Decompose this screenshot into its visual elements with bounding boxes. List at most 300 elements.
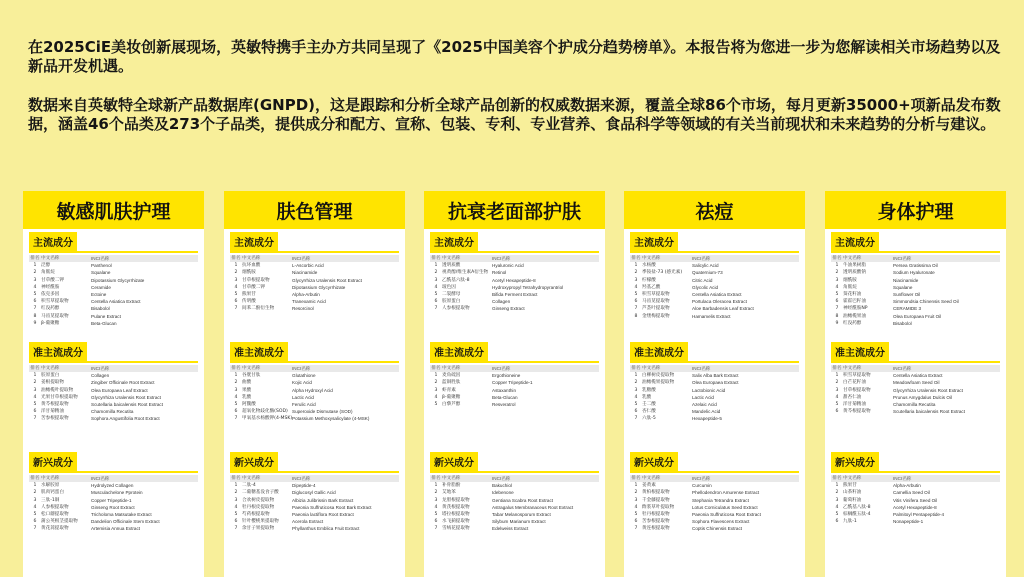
rank-cell: 6 (634, 409, 638, 415)
rank-cell: 5 (634, 292, 638, 298)
section-divider (831, 471, 1000, 473)
col-cn-name-header: 中文名称 (442, 476, 461, 481)
rank-cell: 3 (634, 497, 638, 503)
rank-cell: 3 (234, 387, 238, 393)
rank-cell: 3 (33, 277, 37, 283)
table-header-row (430, 255, 599, 262)
category-cards (23, 191, 1003, 577)
rank-cell: 7 (634, 416, 638, 422)
inci-name-cell: Hyaluronic Acid (492, 263, 524, 269)
cn-name-cell: 葡萄籽油 (843, 497, 862, 503)
table-row (230, 387, 399, 394)
inci-name-cell: Niacinamide (893, 277, 919, 283)
ingredient-section (23, 339, 204, 423)
inci-name-cell: Musculachelone Pprotein (91, 490, 143, 496)
inci-name-cell: Astaxanthin (492, 387, 517, 393)
rank-cell: 4 (33, 394, 37, 400)
ingredient-table (831, 475, 1000, 525)
table-row (29, 401, 198, 408)
cn-name-cell: 金缕梅提取物 (642, 313, 670, 319)
table-row (430, 269, 599, 276)
cn-name-cell: 油橄榄叶提取物 (41, 387, 74, 393)
section-label: 准主流成分 (230, 342, 288, 361)
card-title: 敏感肌肤护理 (23, 191, 204, 229)
inci-name-cell: Curcumin (692, 483, 712, 489)
cn-name-cell: 苦参根提取物 (642, 519, 670, 525)
inci-name-cell: Chamomilla Recutita (91, 409, 134, 415)
table-row (430, 305, 599, 312)
table-row (630, 269, 799, 276)
table-row (831, 277, 1000, 284)
inci-name-cell: Pulane Extract (91, 313, 121, 319)
rank-cell: 7 (234, 526, 238, 532)
rank-cell: 1 (835, 373, 839, 379)
ingredient-section (825, 229, 1006, 327)
col-inci-header: INCI名称 (492, 256, 511, 261)
rank-cell: 1 (33, 263, 37, 269)
cn-name-cell: 马齿苋提取物 (642, 299, 670, 305)
cn-name-cell: 谷胱甘肽 (242, 373, 261, 379)
cn-name-cell: 视黄醇/维生素A衍生物 (442, 270, 489, 276)
inci-name-cell: Phellodendron Amurense Extract (692, 490, 760, 496)
card-title: 抗衰老面部护肤 (424, 191, 605, 229)
ingredient-table (29, 365, 198, 423)
table-row (430, 298, 599, 305)
cn-name-cell: 间苯二酚衍生物 (242, 306, 275, 312)
rank-cell: 2 (835, 490, 839, 496)
rank-cell: 2 (634, 380, 638, 386)
category-card (825, 191, 1006, 577)
section-label: 主流成分 (29, 232, 77, 251)
rank-cell: 5 (234, 512, 238, 518)
inci-name-cell: Camellia Seed Oil (893, 490, 930, 496)
section-divider (430, 361, 599, 363)
col-cn-name-header: 中文名称 (642, 476, 661, 481)
cn-name-cell: 积雪草提取物 (41, 299, 69, 305)
inci-name-cell: Edelweiss Extract (492, 526, 529, 532)
rank-cell: 2 (33, 380, 37, 386)
rank-cell: 4 (634, 394, 638, 400)
inci-name-cell: Palmitoyl Pentapeptide-4 (893, 512, 945, 518)
table-row (430, 372, 599, 379)
inci-name-cell: Beta-Glucan (91, 320, 117, 326)
cn-name-cell: 玻色因 (442, 284, 456, 290)
cn-name-cell: 超氧化物歧化酶(SOD) (242, 409, 288, 415)
table-row (230, 489, 399, 496)
table-row (29, 313, 198, 320)
col-inci-header: INCI名称 (91, 476, 110, 481)
table-row (29, 497, 198, 504)
section-divider (430, 251, 599, 253)
card-title: 祛痘 (624, 191, 805, 229)
cn-name-cell: 葵花籽油 (843, 292, 862, 298)
rank-cell: 5 (634, 402, 638, 408)
table-row (430, 504, 599, 511)
table-row (230, 277, 399, 284)
inci-name-cell: Glycyrrhiza Uralensis Root Extract (91, 394, 161, 400)
cn-name-cell: 合欢树皮提取物 (242, 497, 275, 503)
cn-name-cell: 烟酰胺 (242, 270, 256, 276)
rank-cell: 3 (434, 387, 438, 393)
cn-name-cell: 松口蘑提取物 (41, 512, 69, 518)
rank-cell: 9 (33, 320, 37, 326)
table-row (230, 482, 399, 489)
table-row (230, 415, 399, 422)
table-row (630, 518, 799, 525)
rank-cell: 1 (33, 373, 37, 379)
cn-name-cell: 甘草根提取物 (242, 277, 270, 283)
ingredient-section (424, 229, 605, 313)
table-header-row (29, 255, 198, 262)
inci-name-cell: Glycyrrhiza Uralensis Root Extract (292, 277, 362, 283)
section-label: 准主流成分 (29, 342, 87, 361)
cn-name-cell: β-葡聚糖 (41, 320, 60, 326)
cn-name-cell: 油橄榄果提取物 (642, 380, 675, 386)
rank-cell: 2 (835, 270, 839, 276)
table-row (831, 387, 1000, 394)
table-row (230, 305, 399, 312)
table-row (29, 489, 198, 496)
table-row (29, 511, 198, 518)
table-row (430, 262, 599, 269)
cn-name-cell: 角鲨烷 (843, 284, 857, 290)
ingredient-section (424, 339, 605, 408)
col-rank-header: 排名 (431, 476, 441, 481)
rank-cell: 5 (33, 512, 37, 518)
rank-cell: 3 (434, 277, 438, 283)
cn-name-cell: 人参根提取物 (442, 306, 470, 312)
inci-name-cell: Olea Europaea Leaf Extract (91, 387, 148, 393)
cn-name-cell: 雪绒花提取物 (442, 526, 470, 532)
table-row (29, 320, 198, 327)
rank-cell: 2 (835, 380, 839, 386)
inci-name-cell: Hydrolyzed Collagen (91, 483, 134, 489)
ingredient-section (825, 339, 1006, 415)
ingredient-table (230, 365, 399, 423)
section-label: 新兴成分 (230, 452, 278, 471)
ingredient-table (29, 255, 198, 327)
table-row (430, 518, 599, 525)
cn-name-cell: 余甘子果提取物 (242, 526, 275, 532)
table-row (630, 313, 799, 320)
inci-name-cell: Glycolic Acid (692, 284, 719, 290)
inci-name-cell: Lotus Corniculatus Seed Extract (692, 504, 758, 510)
col-cn-name-header: 中文名称 (843, 476, 862, 481)
ingredient-section (23, 449, 204, 533)
rank-cell: 3 (835, 387, 839, 393)
rank-cell: 6 (634, 299, 638, 305)
cn-name-cell: 水解胶原 (41, 483, 60, 489)
section-divider (831, 361, 1000, 363)
ingredient-table (230, 475, 399, 533)
rank-cell: 4 (835, 394, 839, 400)
inci-name-cell: Tricholoma Matsutake Extract (91, 512, 152, 518)
ingredient-table (230, 255, 399, 313)
ingredient-section (624, 339, 805, 423)
inci-name-cell: Salix Alba Bark Extract (692, 373, 739, 379)
table-row (831, 372, 1000, 379)
inci-name-cell: Resorcinol (292, 306, 314, 312)
col-inci-header: INCI名称 (91, 366, 110, 371)
col-inci-header: INCI名称 (292, 256, 311, 261)
inci-name-cell: Ginseng Root Extract (91, 504, 135, 510)
inci-name-cell: Sunflower Oil (893, 292, 921, 298)
rank-cell: 7 (33, 526, 37, 532)
table-header-row (630, 365, 799, 372)
table-row (29, 387, 198, 394)
cn-name-cell: 杏仁酸 (642, 409, 656, 415)
inci-name-cell: Panthenol (91, 263, 112, 269)
col-cn-name-header: 中文名称 (843, 366, 862, 371)
cn-name-cell: 乙酰基八肽-8 (843, 504, 871, 510)
intro-text (28, 38, 1003, 154)
table-row (430, 489, 599, 496)
rank-cell: 2 (434, 380, 438, 386)
cn-name-cell: 甘草酸二钾 (41, 277, 64, 283)
section-divider (230, 471, 399, 473)
rank-cell: 7 (434, 306, 438, 312)
inci-name-cell: Paeonia lactiflora Root Extract (292, 512, 354, 518)
cn-name-cell: 甘草根提取物 (843, 387, 871, 393)
inci-name-cell: Tranexamic Acid (292, 299, 326, 305)
cn-name-cell: 水杨酸 (642, 263, 656, 269)
inci-name-cell: Scutellaria baicalensis Root Extract (91, 402, 164, 408)
col-inci-header: INCI名称 (292, 366, 311, 371)
table-row (430, 284, 599, 291)
table-row (230, 269, 399, 276)
col-rank-header: 排名 (631, 366, 641, 371)
rank-cell: 5 (835, 512, 839, 518)
inci-name-cell: Dipotassium Glycyrrhizate (91, 277, 145, 283)
col-rank-header: 排名 (231, 256, 241, 261)
inci-name-cell: Retinol (492, 270, 507, 276)
inci-name-cell: Collagen (492, 299, 511, 305)
ingredient-table (831, 255, 1000, 327)
inci-name-cell: Ceramide (91, 284, 111, 290)
category-card (23, 191, 204, 577)
col-cn-name-header: 中文名称 (242, 366, 261, 371)
ingredient-table (630, 255, 799, 320)
table-row (29, 394, 198, 401)
rank-cell: 6 (434, 299, 438, 305)
ingredient-table (630, 475, 799, 533)
section-divider (230, 251, 399, 253)
inci-name-cell: Niacinamide (292, 270, 318, 276)
category-card (224, 191, 405, 577)
rank-cell: 6 (835, 299, 839, 305)
table-row (29, 372, 198, 379)
section-label: 新兴成分 (831, 452, 879, 471)
rank-cell: 1 (634, 263, 638, 269)
cn-name-cell: 二肽-4 (242, 483, 256, 489)
col-inci-header: INCI名称 (492, 366, 511, 371)
col-inci-header: INCI名称 (893, 366, 912, 371)
inci-name-cell: Kojic Acid (292, 380, 312, 386)
ingredient-table (630, 365, 799, 423)
inci-name-cell: Beta-Glucan (492, 394, 518, 400)
table-row (230, 518, 399, 525)
inci-name-cell: Diglucosyl Gallic Acid (292, 490, 336, 496)
table-row (831, 298, 1000, 305)
section-divider (29, 361, 198, 363)
ingredient-section (624, 229, 805, 320)
ingredient-section (224, 229, 405, 313)
rank-cell: 9 (835, 320, 839, 326)
inci-name-cell: Sophora Angustifolia Root Extract (91, 416, 160, 422)
cn-name-cell: 季铵盐-73 (感光素) (642, 270, 683, 276)
table-header-row (630, 475, 799, 482)
rank-cell: 2 (434, 490, 438, 496)
table-row (831, 408, 1000, 415)
inci-name-cell: Astragalus Membranaceus Root Extract (492, 504, 574, 510)
table-header-row (430, 475, 599, 482)
section-divider (430, 471, 599, 473)
inci-name-cell: Ergothioneine (492, 373, 521, 379)
table-row (430, 525, 599, 532)
rank-cell: 5 (835, 402, 839, 408)
ingredient-section (825, 449, 1006, 525)
table-header-row (230, 255, 399, 262)
cn-name-cell: 黄花蒿提取物 (41, 526, 69, 532)
inci-name-cell: Tabar Melanosporum Extract (492, 512, 551, 518)
rank-cell: 5 (434, 292, 438, 298)
cn-name-cell: 酢浆草叶提取物 (642, 504, 675, 510)
cn-name-cell: 蓝铜胜肽 (442, 380, 461, 386)
inci-name-cell: Copper Tripeptide-1 (91, 497, 132, 503)
inci-name-cell: Scutellaria baicalensis Root Extract (893, 409, 966, 415)
ingredient-table (831, 365, 1000, 415)
table-header-row (831, 255, 1000, 262)
cn-name-cell: 六肽-5 (642, 416, 656, 422)
rank-cell: 4 (33, 284, 37, 290)
table-row (230, 511, 399, 518)
col-rank-header: 排名 (431, 366, 441, 371)
inci-name-cell: Resveratrol (492, 402, 516, 408)
inci-name-cell: Paeonia Suffruticosa Root Extract (692, 512, 761, 518)
ingredient-section (224, 339, 405, 423)
col-cn-name-header: 中文名称 (642, 366, 661, 371)
inci-name-cell: Ferulic Acid (292, 402, 316, 408)
table-row (29, 284, 198, 291)
table-row (29, 525, 198, 532)
section-divider (230, 361, 399, 363)
rank-cell: 5 (434, 512, 438, 518)
inci-name-cell: Sodium Hyaluronate (893, 270, 935, 276)
table-row (230, 497, 399, 504)
cn-name-cell: 壬二酸 (642, 402, 656, 408)
table-header-row (430, 365, 599, 372)
col-inci-header: INCI名称 (91, 256, 110, 261)
table-row (430, 401, 599, 408)
inci-name-cell: Copper Tripeptide-1 (492, 380, 533, 386)
rank-cell: 3 (33, 497, 37, 503)
cn-name-cell: 姜黄素 (642, 483, 656, 489)
cn-name-cell: 姜根提取物 (41, 380, 64, 386)
inci-name-cell: Azelaic Acid (692, 402, 717, 408)
rank-cell: 1 (634, 373, 638, 379)
cn-name-cell: 阿魏酸 (242, 402, 256, 408)
cn-name-cell: 柠檬酸 (642, 277, 656, 283)
inci-name-cell: Glycyrrhiza Uralensis Root Extract (893, 387, 963, 393)
section-label: 主流成分 (230, 232, 278, 251)
rank-cell: 1 (434, 483, 438, 489)
cn-name-cell: 烟酰胺 (843, 277, 857, 283)
rank-cell: 6 (835, 519, 839, 525)
rank-cell: 3 (234, 497, 238, 503)
cn-name-cell: 黄连根提取物 (642, 526, 670, 532)
cn-name-cell: 乳酸 (242, 394, 252, 400)
rank-cell: 3 (234, 277, 238, 283)
rank-cell: 5 (634, 512, 638, 518)
table-row (831, 511, 1000, 518)
table-header-row (831, 475, 1000, 482)
col-rank-header: 排名 (231, 476, 241, 481)
rank-cell: 3 (33, 387, 37, 393)
rank-cell: 2 (634, 270, 638, 276)
rank-cell: 4 (234, 284, 238, 290)
inci-name-cell: Artemisia Annua Extract (91, 526, 141, 532)
cn-name-cell: 霍霍巴籽油 (843, 299, 866, 305)
rank-cell: 1 (835, 483, 839, 489)
inci-name-cell: Alpha-Arbutin (292, 292, 320, 298)
col-inci-header: INCI名称 (492, 476, 511, 481)
cn-name-cell: 果酸 (242, 387, 252, 393)
section-label: 主流成分 (430, 232, 478, 251)
cn-name-cell: β-葡聚糖 (442, 394, 461, 400)
rank-cell: 1 (234, 263, 238, 269)
table-row (831, 269, 1000, 276)
table-row (630, 482, 799, 489)
rank-cell: 7 (434, 526, 438, 532)
inci-name-cell: Lactobionic Acid (692, 387, 726, 393)
table-row (29, 415, 198, 422)
rank-cell: 3 (434, 497, 438, 503)
rank-cell: 3 (634, 387, 638, 393)
table-row (430, 277, 599, 284)
cn-name-cell: 熊果苷 (843, 483, 857, 489)
cn-name-cell: 油橄榄果油 (843, 313, 866, 319)
inci-name-cell: Hydroxypropyl Tetrahydropyrantriol (492, 284, 564, 290)
cn-name-cell: 艾地苯 (442, 490, 456, 496)
ingredient-table (430, 255, 599, 313)
inci-name-cell: Olea Europaea Extract (692, 380, 739, 386)
inci-name-cell: Potassium Methoxysalicylate (4-MSK) (292, 416, 370, 422)
inci-name-cell: Prunus Amygdalus Dulcis Oil (893, 394, 952, 400)
cn-name-cell: 苦参根提取物 (41, 416, 69, 422)
table-row (630, 497, 799, 504)
table-row (630, 372, 799, 379)
table-row (230, 401, 399, 408)
col-cn-name-header: 中文名称 (442, 366, 461, 371)
table-row (230, 379, 399, 386)
section-divider (630, 251, 799, 253)
cn-name-cell: 三肽-1铜 (41, 497, 60, 503)
rank-cell: 7 (234, 306, 238, 312)
rank-cell: 1 (434, 263, 438, 269)
rank-cell: 8 (835, 313, 839, 319)
inci-name-cell: Persea Gratissima Oil (893, 263, 938, 269)
table-row (831, 482, 1000, 489)
rank-cell: 7 (33, 306, 37, 312)
table-row (230, 298, 399, 305)
section-label: 准主流成分 (630, 342, 688, 361)
table-row (630, 401, 799, 408)
ingredient-table (430, 475, 599, 533)
inci-name-cell: Gentiana Scabra Root Extract (492, 497, 554, 503)
inci-name-cell: Hexapeptide-5 (692, 416, 722, 422)
table-row (831, 305, 1000, 312)
cn-name-cell: 甜杏仁油 (843, 394, 862, 400)
